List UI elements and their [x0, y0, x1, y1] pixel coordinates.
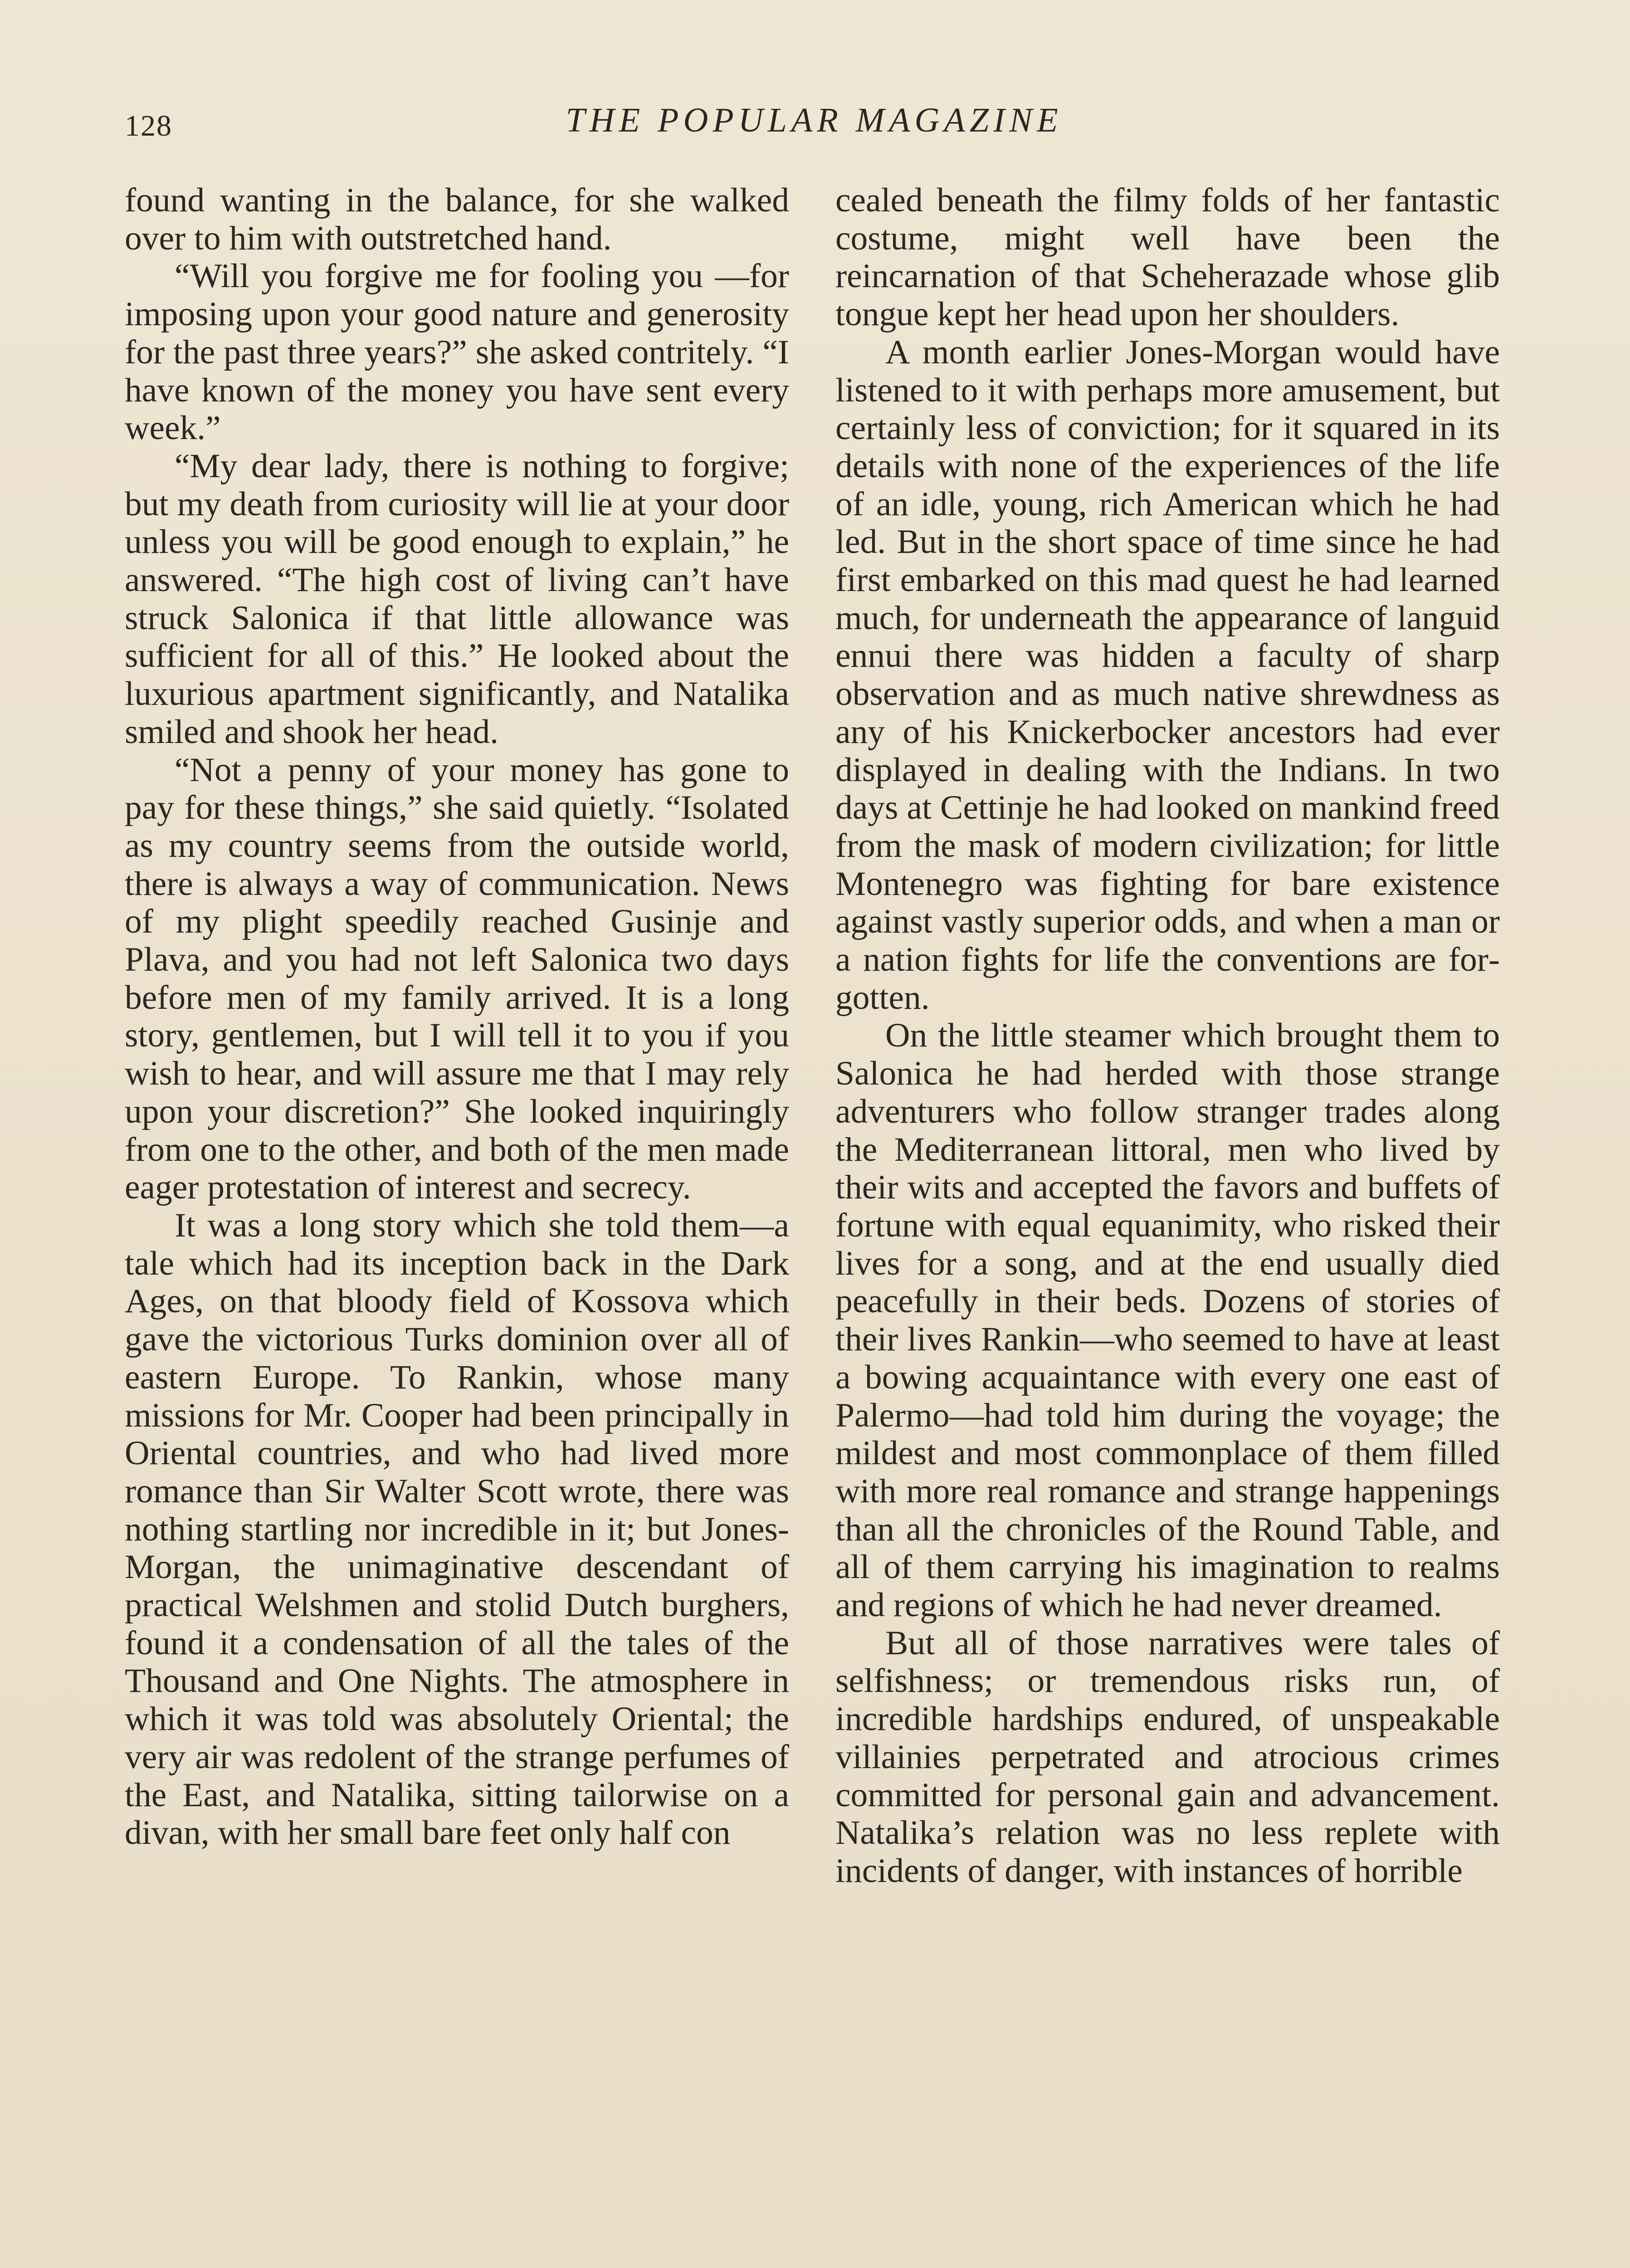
page-number: 128: [125, 109, 172, 142]
paragraph: But all of those narratives were tales of selfishness; or tremendous risks run, of incredible hardships endured, of unspeakable villainies perpetrated and atrocious crimes committed for personal gain and advancement. Natalika’s relation was no less replete with incidents of danger, with instances of horrible: [835, 1624, 1500, 1890]
running-title: THE POPULAR MAGAZINE: [566, 101, 1063, 139]
page-header: [125, 101, 1503, 151]
paragraph: cealed beneath the filmy folds of her fantastic costume, might well have been the reincarnation of that Scheherazade whose glib tongue kept her head upon her shoulders.: [835, 181, 1500, 333]
paragraph: On the little steamer which brought them to Salonica he had herded with those strange adventurers who follow stranger trades along the Mediterranean littoral, men who lived by their wits and accepted the favors and buffets of fortune with equal equanimity, who risked their lives for a song, and at the end usually died peacefully in their beds. Dozens of stories of their lives Rankin—who seemed to have at least a bowing acquaintance with every one east of Palermo—had told him during the voyage; the mildest and most commonplace of them filled with more real romance and strange happenings than all the chronicles of the Round Table, and all of them carrying his imagination to realms and regions of which he had never dreamed.: [835, 1017, 1500, 1624]
right-column: [835, 181, 1500, 1890]
left-column: [125, 181, 789, 1852]
paragraph: A month earlier Jones-Morgan would have listened to it with perhaps more amusement, but certainly less of conviction; for it squared in its details with none of the experiences of the life of an idle, young, rich American which he had led. But in the short space of time since he had first embarked on this mad quest he had learned much, for underneath the appearance of languid ennui there was hidden a faculty of sharp observation and as much native shrewdness as any of his Knickerbocker ancestors had ever displayed in dealing with the Indians. In two days at Cettinje he had looked on mankind freed from the mask of modern civilization; for little Montenegro was fighting for bare existence against vastly superior odds, and when a man or a nation fights for life the conventions are forgotten.: [835, 333, 1500, 1017]
paragraph: It was a long story which she told them—a tale which had its inception back in the Dark Ages, on that bloody field of Kossova which gave the victorious Turks dominion over all of eastern Europe. To Rankin, whose many missions for Mr. Cooper had been principally in Oriental countries, and who had lived more romance than Sir Walter Scott wrote, there was nothing startling nor incredible in it; but Jones-Morgan, the unimaginative descendant of practical Welshmen and stolid Dutch burghers, found it a condensation of all the tales of the Thousand and One Nights. The atmosphere in which it was told was absolutely Oriental; the very air was redolent of the strange perfumes of the East, and Natalika, sitting tailorwise on a divan, with her small bare feet only half con: [125, 1206, 789, 1852]
paragraph: “My dear lady, there is nothing to forgive; but my death from curiosity will lie at your door unless you will be good enough to explain,” he answered. “The high cost of living can’t have struck Salonica if that little allowance was sufficient for all of this.” He looked about the luxurious apartment significantly, and Natalika smiled and shook her head.: [125, 447, 789, 751]
paragraph: “Not a penny of your money has gone to pay for these things,” she said quietly. “Isolated as my country seems from the outside world, there is always a way of communication. News of my plight speedily reached Gusinje and Plava, and you had not left Salonica two days before men of my family arrived. It is a long story, gentlemen, but I will tell it to you if you wish to hear, and will assure me that I may rely upon your discretion?” She looked inquiringly from one to the other, and both of the men made eager protestation of interest and secrecy.: [125, 751, 789, 1207]
paragraph: “Will you forgive me for fooling you —for imposing upon your good nature and generosity for the past three years?” she asked contritely. “I have known of the money you have sent every week.”: [125, 257, 789, 447]
paragraph: found wanting in the balance, for she walked over to him with outstretched hand.: [125, 181, 789, 257]
